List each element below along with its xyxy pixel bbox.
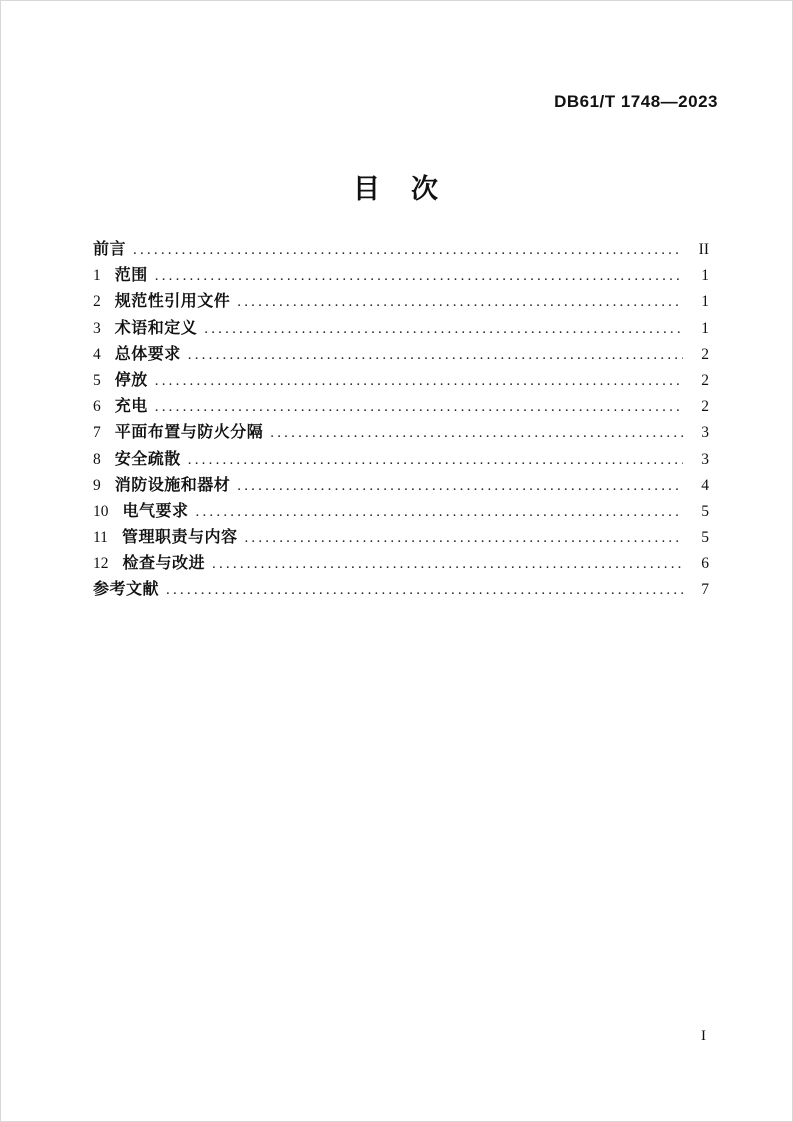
toc-entry-page-number: 4 xyxy=(701,476,709,494)
toc-entry-label: 术语和定义 xyxy=(114,319,198,337)
toc-entry-page-number: 5 xyxy=(701,502,709,520)
toc-entry-number: 10 xyxy=(93,502,109,520)
toc-entry-page-number: 1 xyxy=(701,267,709,285)
toc-dot-leader xyxy=(244,525,683,551)
toc-entry-page-number: 2 xyxy=(701,398,709,416)
toc-dot-leader xyxy=(155,263,683,289)
toc-entry xyxy=(93,342,709,368)
toc-entry-label: 范围 xyxy=(114,267,148,285)
toc-entry-label: 消防设施和器材 xyxy=(114,476,231,494)
toc-entry xyxy=(93,551,709,577)
toc-entry xyxy=(93,237,709,263)
toc-entry-number: 4 xyxy=(93,345,101,363)
toc-entry-page-number: 1 xyxy=(701,293,709,311)
toc-dot-leader xyxy=(166,577,683,603)
toc-entry xyxy=(93,263,709,289)
toc-entry-number: 6 xyxy=(93,398,101,416)
toc-entry-number: 11 xyxy=(93,529,108,547)
toc-entry-number: 3 xyxy=(93,319,101,337)
toc-entry xyxy=(93,499,709,525)
toc-entry xyxy=(93,577,709,603)
toc-entry xyxy=(93,525,709,551)
page-title: 目 次 xyxy=(353,174,440,204)
toc-entry-label: 参考文献 xyxy=(93,581,160,599)
toc-dot-leader xyxy=(270,420,683,446)
toc-dot-leader xyxy=(188,447,683,473)
toc-entry-number: 12 xyxy=(93,555,109,573)
toc-entry-number: 8 xyxy=(93,450,101,468)
toc-entry-label: 规范性引用文件 xyxy=(114,293,231,311)
toc-entry-number: 9 xyxy=(93,476,101,494)
toc-entry xyxy=(93,447,709,473)
toc-dot-leader xyxy=(212,551,683,577)
toc-dot-leader xyxy=(237,473,683,499)
toc-entry-label: 总体要求 xyxy=(114,345,181,363)
toc-entry-page-number: 2 xyxy=(701,345,709,363)
toc-entry-label: 检查与改进 xyxy=(122,555,206,573)
toc-entry-number: 2 xyxy=(93,293,101,311)
toc-entry-page-number: 7 xyxy=(701,581,709,599)
toc-dot-leader xyxy=(196,499,683,525)
toc-entry-label: 平面布置与防火分隔 xyxy=(114,424,264,442)
toc-entry-number: 1 xyxy=(93,267,101,285)
toc-dot-leader xyxy=(133,237,683,263)
toc-entry xyxy=(93,420,709,446)
toc-dot-leader xyxy=(188,342,683,368)
toc-entry-number: 5 xyxy=(93,371,101,389)
toc-entry-page-number: 1 xyxy=(701,319,709,337)
standard-code: DB61/T 1748—2023 xyxy=(554,92,718,111)
toc-entry xyxy=(93,289,709,315)
toc-dot-leader xyxy=(155,394,683,420)
toc-entry-page-number: 2 xyxy=(701,371,709,389)
toc-entry-label: 安全疏散 xyxy=(114,450,181,468)
toc-entry xyxy=(93,316,709,342)
toc-entry-label: 管理职责与内容 xyxy=(121,529,238,547)
toc-entry-number: 7 xyxy=(93,424,101,442)
toc-entry-page-number: 5 xyxy=(701,529,709,547)
toc-dot-leader xyxy=(204,316,683,342)
toc-entry xyxy=(93,394,709,420)
toc-entry-page-number: II xyxy=(698,241,709,258)
toc-entry-label: 停放 xyxy=(114,371,148,389)
toc-dot-leader xyxy=(237,289,683,315)
toc-entry xyxy=(93,368,709,394)
toc-dot-leader xyxy=(155,368,683,394)
toc-list xyxy=(93,237,709,604)
toc-entry-page-number: 6 xyxy=(701,555,709,573)
footer-page-number: I xyxy=(701,1028,706,1044)
toc-entry-page-number: 3 xyxy=(701,450,709,468)
toc-entry-page-number: 3 xyxy=(701,424,709,442)
toc-entry xyxy=(93,473,709,499)
toc-entry-label: 充电 xyxy=(114,398,148,416)
toc-entry-label: 前言 xyxy=(93,241,127,258)
toc-entry-label: 电气要求 xyxy=(122,502,189,520)
